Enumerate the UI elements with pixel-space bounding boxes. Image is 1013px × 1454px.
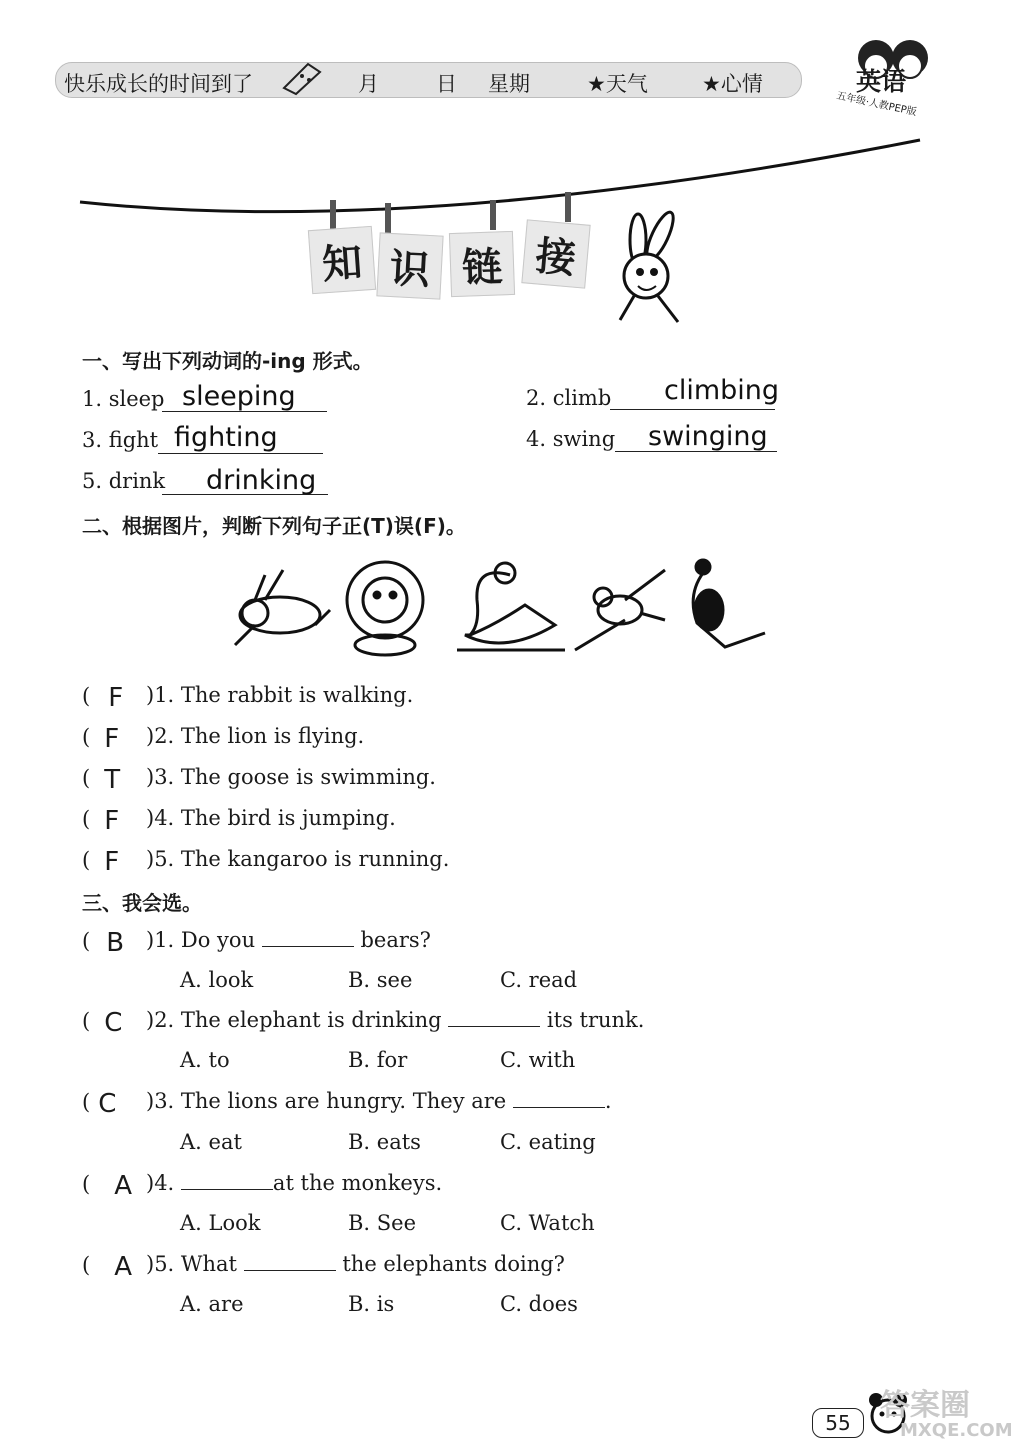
section3-title: 三、我会选。 [82, 891, 202, 915]
header-month: 月 [358, 72, 379, 96]
s3-item-1: ( B [82, 928, 125, 958]
s3-blank-1 [262, 945, 354, 947]
s3-post-1: bears? [360, 928, 431, 952]
s1-question-1: 1. sleep [82, 387, 165, 411]
banner-tile-2: 识 [376, 232, 443, 299]
s2-item-5: ( F )5. The kangaroo is running. [82, 847, 450, 877]
s3-pre-1: )1. Do you [146, 928, 256, 952]
s3-option-2a: A. to [180, 1048, 230, 1072]
s1-answer-line-2 [610, 409, 775, 410]
s2-mark-3: T [104, 765, 121, 795]
s3-stem-3 [146, 1089, 612, 1113]
s3-stem-1 [146, 928, 431, 952]
s1-question-4: 4. swing [526, 427, 616, 451]
s1-question-3: 3. fight [82, 428, 159, 452]
s3-option-4c: C. Watch [500, 1211, 595, 1235]
grade-label: 五年级·人教PEP版 [835, 90, 918, 119]
s2-mark-4: F [104, 806, 120, 836]
s3-option-4b: B. See [348, 1211, 417, 1235]
s2-text-5: )5. The kangaroo is running. [146, 847, 450, 871]
s3-post-3: . [604, 1089, 612, 1113]
s1-question-5: 5. drink [82, 469, 166, 493]
s3-option-1a: A. look [180, 968, 254, 992]
s2-text-2: )2. The lion is flying. [146, 724, 365, 748]
s2-text-4: )4. The bird is jumping. [146, 806, 396, 830]
s3-item-5: ( A [82, 1252, 132, 1282]
header-day: 日 [436, 72, 457, 96]
s2-mark-5: F [104, 847, 120, 877]
s2-mark-2: F [104, 724, 120, 754]
s1-answer-5: drinking [206, 465, 317, 496]
s2-text-3: )3. The goose is swimming. [146, 765, 436, 789]
watermark-url: MXQE.COM [900, 1420, 1013, 1441]
s1-question-2: 2. climb [526, 386, 612, 410]
lion-picture-icon [347, 562, 423, 655]
rabbit-picture-icon [235, 570, 330, 645]
s3-stem-2 [146, 1008, 644, 1032]
banner-tile-4: 接 [521, 219, 590, 288]
rabbit-mascot-icon [598, 210, 708, 330]
s3-pre-4: )4. [146, 1171, 175, 1195]
s3-option-3c: C. eating [500, 1130, 596, 1154]
section2-title: 二、根据图片，判断下列句子正(T)误(F)。 [82, 514, 466, 538]
s3-option-1c: C. read [500, 968, 578, 992]
s1-answer-line-3 [158, 453, 323, 454]
s3-stem-4 [146, 1171, 442, 1195]
s3-blank-3 [513, 1106, 605, 1108]
s3-option-3b: B. eats [348, 1130, 421, 1154]
s1-answer-4: swinging [648, 421, 768, 452]
s2-item-1: ( F )1. The rabbit is walking. [82, 683, 414, 713]
s3-pre-2: )2. The elephant is drinking [146, 1008, 442, 1032]
s2-item-3: ( T )3. The goose is swimming. [82, 765, 436, 795]
section1-title: 一、写出下列动词的-ing 形式。 [82, 349, 373, 373]
s2-item-4: ( F )4. The bird is jumping. [82, 806, 396, 836]
header-weather: ★天气 [587, 72, 648, 96]
s3-blank-2 [448, 1025, 540, 1027]
s3-blank-5 [244, 1269, 336, 1271]
s2-text-1: )1. The rabbit is walking. [146, 683, 414, 707]
s3-mark-4: A [114, 1171, 132, 1201]
animal-pictures [225, 555, 785, 660]
s3-pre-3: )3. The lions are hungry. They are [146, 1089, 507, 1113]
s3-option-5b: B. is [348, 1292, 395, 1316]
header-slogan: 快乐成长的时间到了 [64, 72, 253, 96]
s3-option-4a: A. Look [180, 1211, 261, 1235]
s1-answer-2: climbing [664, 375, 780, 406]
s2-mark-1: F [108, 683, 124, 713]
s3-mark-3: C [98, 1089, 117, 1119]
s3-item-2: ( C [82, 1008, 123, 1038]
s1-answer-1: sleeping [182, 381, 296, 412]
banner-tile-3: 链 [449, 231, 515, 297]
s3-pre-5: )5. What [146, 1252, 237, 1276]
s3-post-5: the elephants doing? [342, 1252, 565, 1276]
header-weekday: 星期 [488, 72, 530, 96]
bird-picture-icon [575, 570, 665, 650]
banner-tile-1: 知 [308, 226, 376, 294]
s3-option-2c: C. with [500, 1048, 576, 1072]
s3-post-2: its trunk. [546, 1008, 645, 1032]
s3-mark-5: A [114, 1252, 132, 1282]
subject-label: 英语 [856, 67, 907, 96]
s3-item-4: ( A [82, 1171, 132, 1201]
s3-stem-5 [146, 1252, 565, 1276]
s3-mark-1: B [106, 928, 125, 958]
s3-post-4: at the monkeys. [272, 1171, 443, 1195]
s3-item-3: ( C [82, 1089, 117, 1119]
s3-option-3a: A. eat [180, 1130, 242, 1154]
s3-option-2b: B. for [348, 1048, 408, 1072]
header-mood: ★心情 [702, 72, 763, 96]
watermark-logo: 答案圈 [880, 1388, 970, 1423]
s2-item-2: ( F )2. The lion is flying. [82, 724, 365, 754]
s3-option-1b: B. see [348, 968, 413, 992]
s1-answer-3: fighting [174, 422, 278, 453]
s3-blank-4 [181, 1188, 273, 1190]
s3-option-5a: A. are [180, 1292, 244, 1316]
goose-picture-icon [457, 563, 565, 650]
page-number: 55 [812, 1408, 864, 1438]
s3-mark-2: C [104, 1008, 123, 1038]
s3-option-5c: C. does [500, 1292, 578, 1316]
kangaroo-picture-icon [693, 560, 765, 647]
